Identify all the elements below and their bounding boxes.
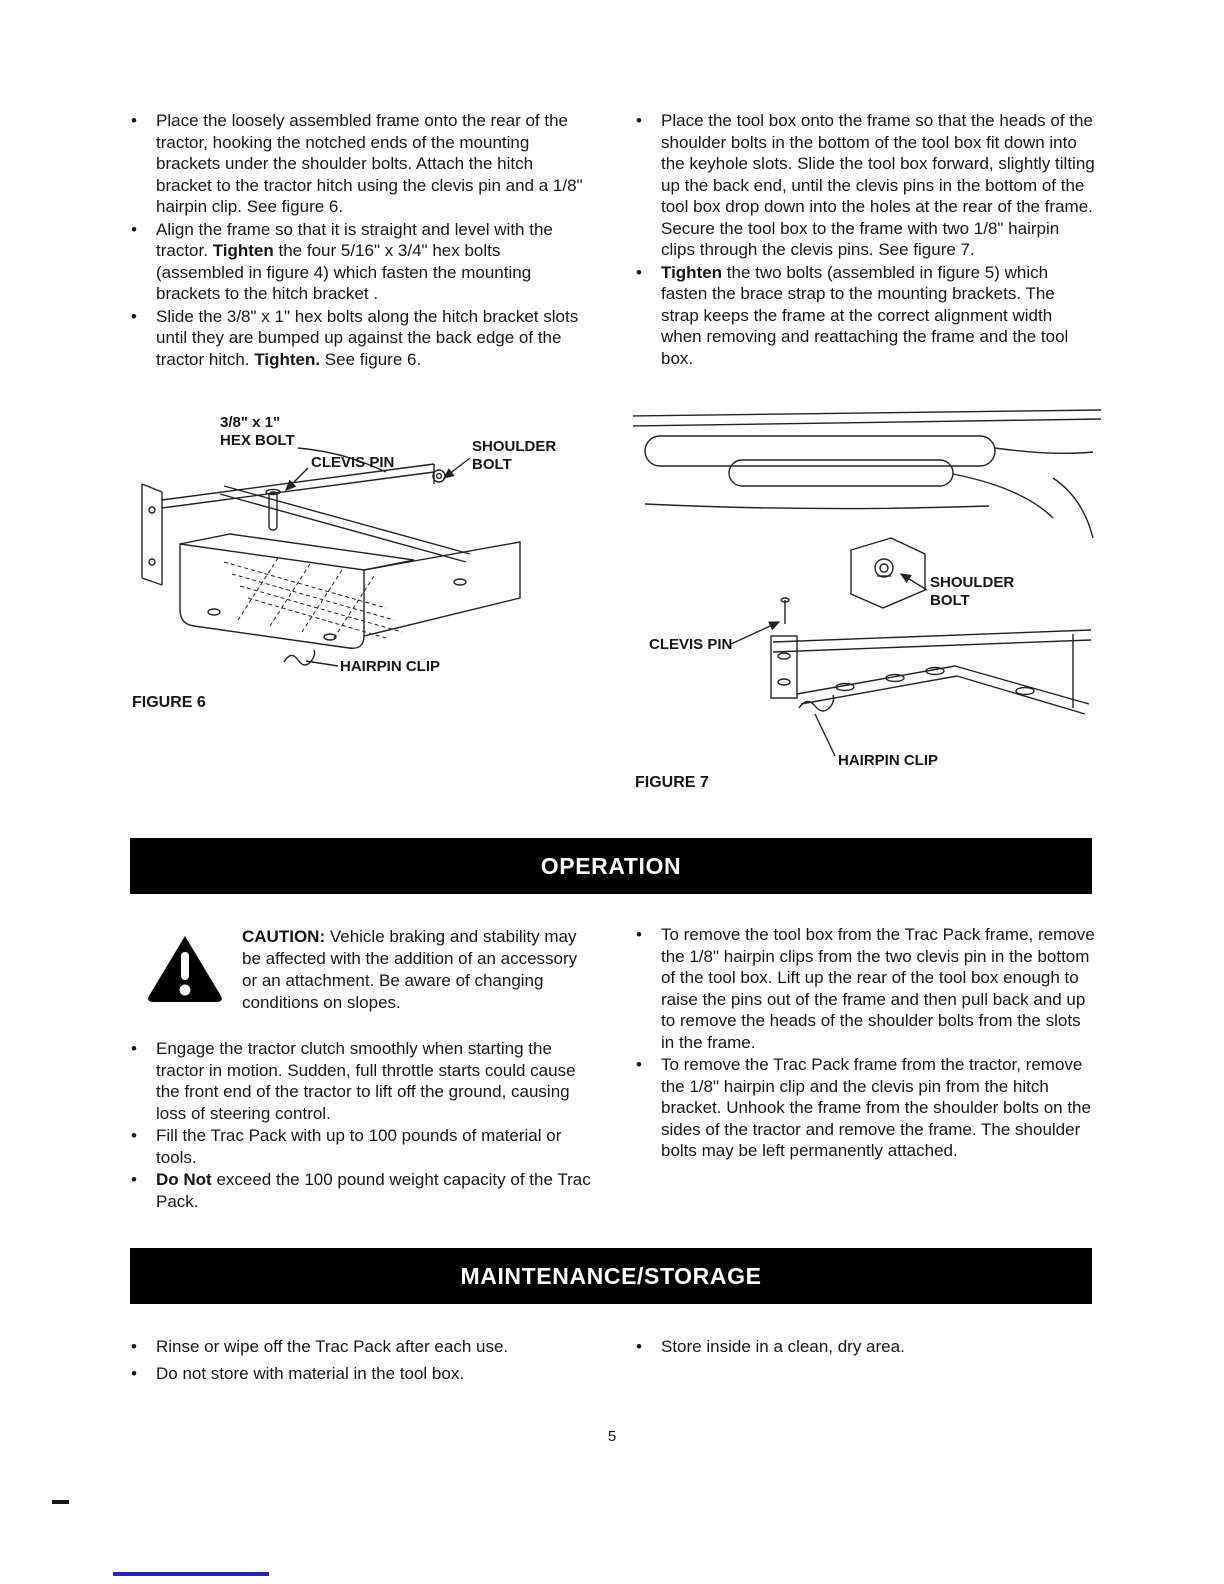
page-number: 5 xyxy=(607,1428,617,1445)
figure6-caption: FIGURE 6 xyxy=(132,694,206,711)
list-item xyxy=(633,924,1095,1053)
caution-body: Vehicle braking and stability may be affected with the addition of an accessory or an attachment. Be aware of changing conditions on slopes. xyxy=(242,927,578,1012)
scan-mark-dash xyxy=(52,1500,69,1504)
list-item xyxy=(128,306,586,371)
bullet-dot xyxy=(633,1336,661,1358)
maintenance-header-label: MAINTENANCE/STORAGE xyxy=(460,1262,762,1289)
figure6-label-shoulder-bolt xyxy=(472,438,556,474)
bullet-dot xyxy=(128,219,156,305)
list-item xyxy=(128,1363,596,1385)
list-item xyxy=(128,1125,596,1168)
bullet-text: Place the tool box onto the frame so that the heads of the shoulder bolts in the bottom of the tool box fit down into the keyhole slots. Slide the tool box forward, slightly tilting up the back end, until the clevis pins in the bottom of the tool box drop down into the holes at the rear of the frame. Secure the tool box to the frame with two 1/8" hairpin clips through the clevis pins. See figure 7. xyxy=(661,111,1095,259)
shoulder-bolt-label-line2: BOLT xyxy=(472,456,512,473)
list-item xyxy=(633,1054,1095,1162)
maintenance-instructions-right xyxy=(633,1336,1093,1359)
figure7-label-hairpin-clip: HAIRPIN CLIP xyxy=(838,752,939,769)
list-item xyxy=(128,1169,596,1212)
bullet-dot xyxy=(128,306,156,371)
caution-label: CAUTION: xyxy=(242,927,326,946)
bullet-dot xyxy=(128,1169,156,1212)
figure7-drawing xyxy=(633,408,1101,800)
caution-text xyxy=(242,926,588,1014)
list-item xyxy=(128,1336,596,1358)
figure6-label-hairpin-clip: HAIRPIN CLIP xyxy=(340,658,441,675)
figure-7 xyxy=(633,408,1101,800)
figure7-label-shoulder-bolt xyxy=(930,574,1014,610)
caution-block xyxy=(128,918,590,1030)
bullet-text: Tighten the two bolts (assembled in figure 5) which fasten the brace strap to the mounting brackets. The strap keeps the frame at the correct alignment width when removing and reattaching the frame and the tool box. xyxy=(661,262,1069,368)
operation-section-header xyxy=(130,838,1092,894)
figure7-label-clevis-pin: CLEVIS PIN xyxy=(649,636,733,653)
figure6-label-hex-bolt xyxy=(220,414,295,450)
bullet-dot xyxy=(633,1054,661,1162)
shoulder-bolt-label-line2: BOLT xyxy=(930,592,970,609)
assembly-instructions-left xyxy=(128,110,586,371)
bullet-text: Engage the tractor clutch smoothly when starting the tractor in motion. Sudden, full throttle starts could cause the front end of the tractor to lift off the ground, causing loss of steering control. xyxy=(156,1039,576,1123)
list-item xyxy=(633,110,1095,261)
operation-header-label: OPERATION xyxy=(540,852,682,879)
bullet-text: Fill the Trac Pack with up to 100 pounds of material or tools. xyxy=(156,1126,562,1167)
bullet-text: To remove the tool box from the Trac Pack frame, remove the 1/8" hairpin clips from the two clevis pin in the bottom of the tool box. Lift up the rear of the tool box enough to raise the pins out of the frame and then pull back and up to remove the heads of the shoulder bolts from the slots in the frame. xyxy=(661,925,1095,1052)
bullet-dot xyxy=(633,924,661,1053)
figure7-caption: FIGURE 7 xyxy=(635,774,709,791)
bullet-text: Do not store with material in the tool box. xyxy=(156,1363,465,1383)
list-item xyxy=(633,262,1095,370)
list-item xyxy=(128,1038,596,1124)
maintenance-section-header xyxy=(130,1248,1092,1304)
bullet-text: Do Not exceed the 100 pound weight capacity of the Trac Pack. xyxy=(156,1170,591,1211)
bullet-text: Align the frame so that it is straight and level with the tractor. Tighten the four 5/16" x 3/4" hex bolts (assembled in figure 4) which fasten the mounting brackets to the hitch bracket . xyxy=(156,219,553,303)
bullet-dot xyxy=(128,1336,156,1358)
list-item xyxy=(128,110,586,218)
maintenance-instructions-left xyxy=(128,1336,596,1385)
bullet-text: Rinse or wipe off the Trac Pack after each use. xyxy=(156,1337,509,1356)
bullet-dot xyxy=(128,110,156,218)
figure-6 xyxy=(128,412,590,722)
bullet-dot xyxy=(633,262,661,370)
bullet-text: Store inside in a clean, dry area. xyxy=(661,1337,905,1356)
assembly-instructions-right xyxy=(633,110,1095,370)
hex-bolt-label-line1: 3/8" x 1" xyxy=(220,414,281,431)
figure6-label-clevis-pin: CLEVIS PIN xyxy=(311,454,395,471)
list-item xyxy=(128,219,586,305)
hex-bolt-label-line2: HEX BOLT xyxy=(220,432,295,449)
bullet-dot xyxy=(128,1125,156,1168)
bullet-dot xyxy=(633,110,661,261)
bullet-text: Place the loosely assembled frame onto the rear of the tractor, hooking the notched ends of the mounting brackets under the shoulder bolts. Attach the hitch bracket to the tractor hitch using the clevis pin and a 1/8" hairpin clip. See figure 6. xyxy=(156,111,583,216)
warning-triangle-icon xyxy=(144,932,226,1006)
bullet-dot xyxy=(128,1363,156,1385)
operation-instructions-left xyxy=(128,1038,596,1213)
bullet-text: Slide the 3/8" x 1" hex bolts along the hitch bracket slots until they are bumped up against the back edge of the tractor hitch. Tighten. See figure 6. xyxy=(156,306,579,369)
bullet-dot xyxy=(128,1038,156,1124)
list-item xyxy=(633,1336,1093,1358)
operation-instructions-right xyxy=(633,924,1095,1163)
shoulder-bolt-label-line1: SHOULDER xyxy=(930,574,1015,591)
bullet-text: To remove the Trac Pack frame from the tractor, remove the 1/8" hairpin clip and the clevis pin from the hitch bracket. Unhook the frame from the shoulder bolts on the sides of the tractor and remove the frame. The shoulder bolts may be left permanently attached. xyxy=(661,1055,1091,1160)
shoulder-bolt-label-line1: SHOULDER xyxy=(472,438,557,455)
scan-artifact-line xyxy=(113,1572,269,1576)
